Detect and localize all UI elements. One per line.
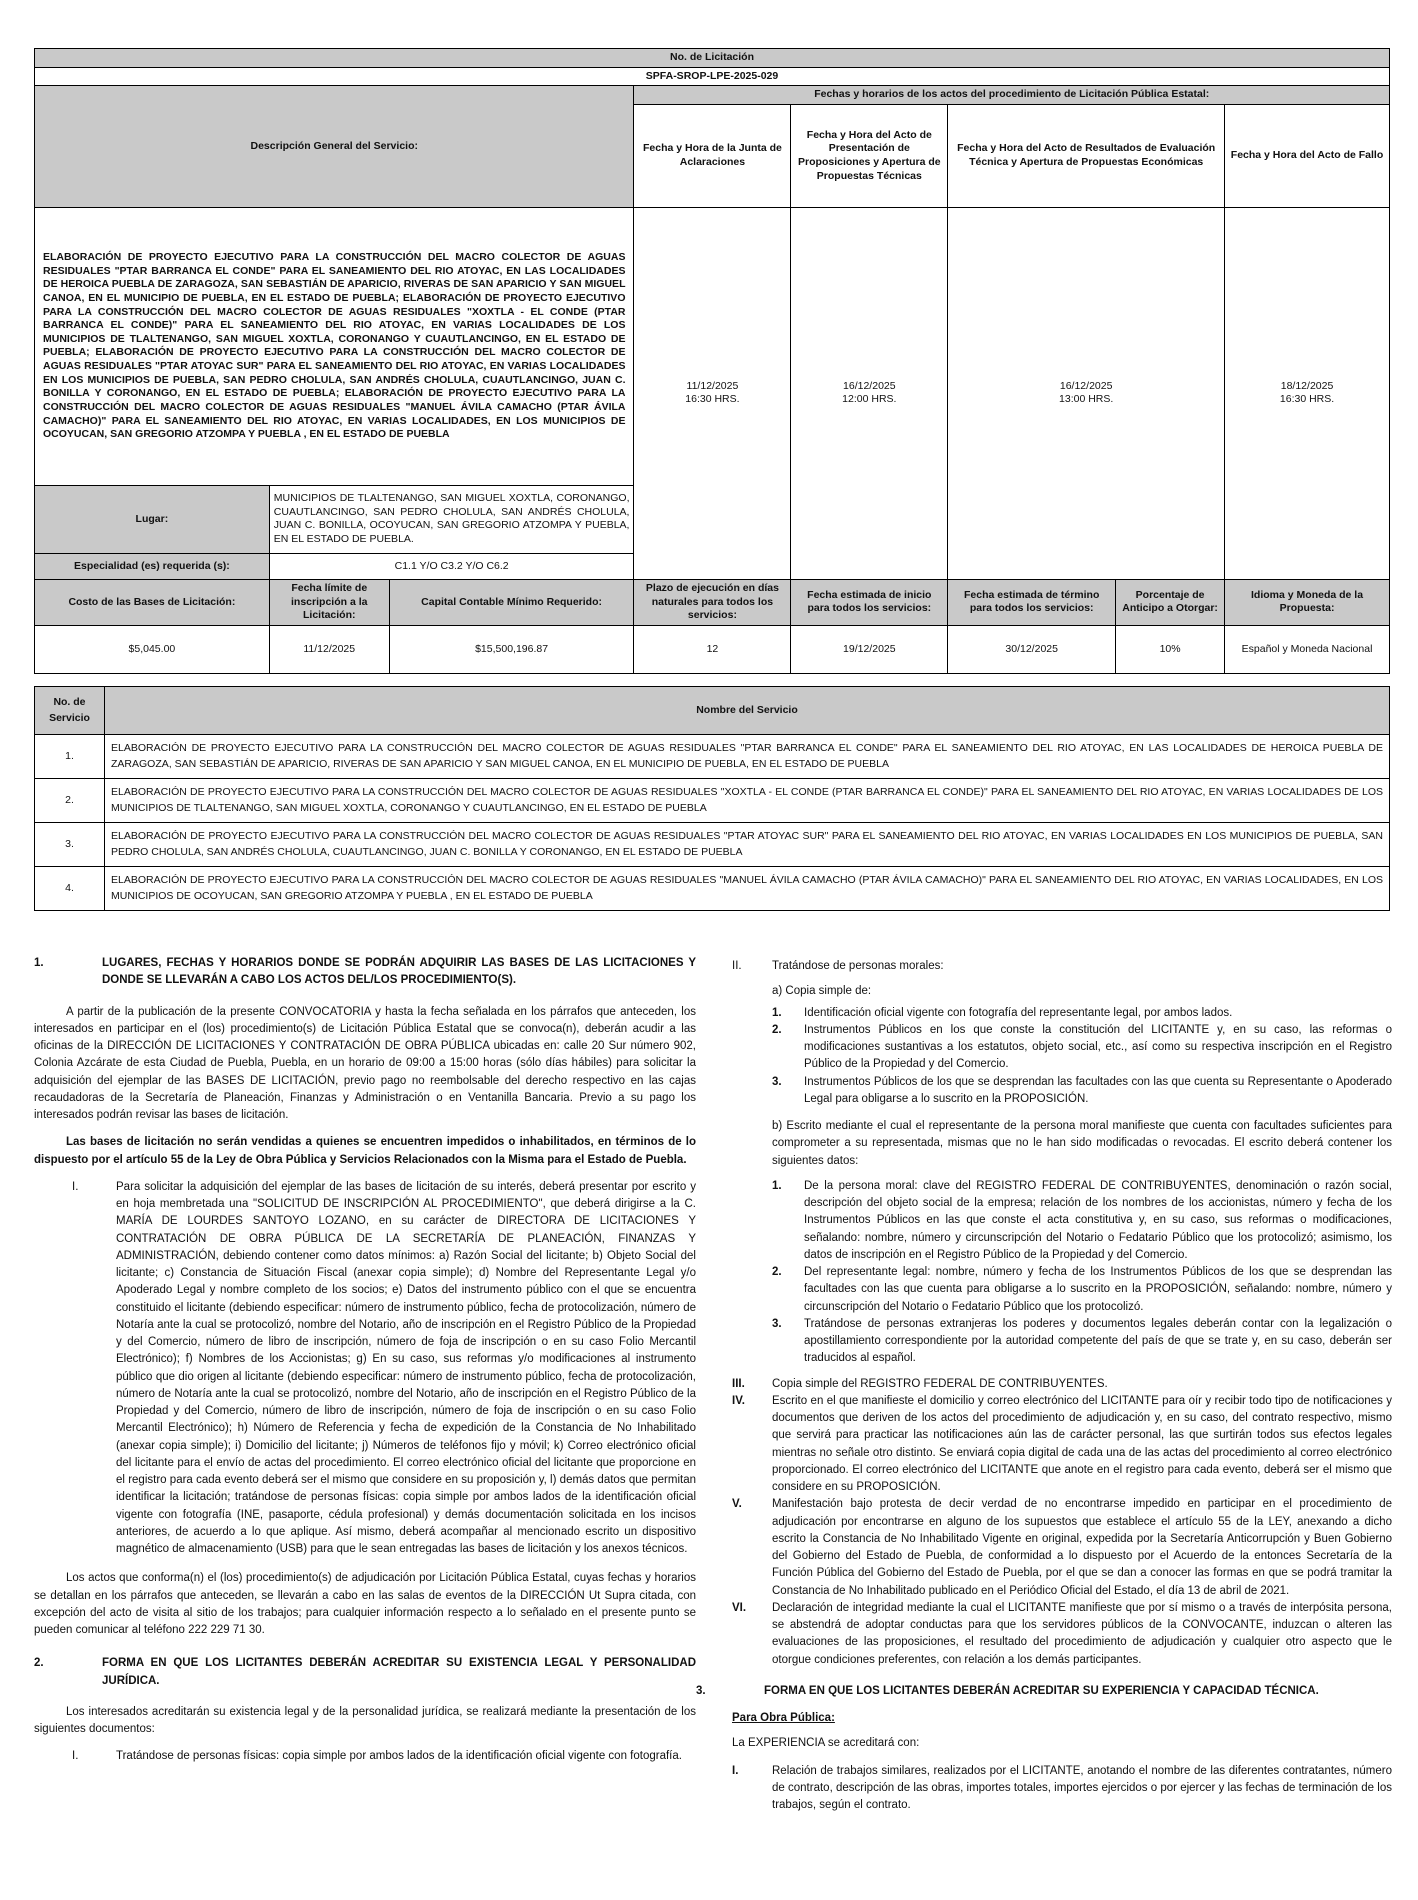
item-text: Tratándose de personas extranjeras los poderes y documentos legales deberán contar con la legalización o apostillamiento correspondiente por la autoridad competente del país de que se trate y, en su caso, deberán ser traducidos al español. (804, 1317, 1392, 1365)
service-no: 4. (35, 867, 105, 911)
table-row (35, 779, 1390, 823)
limite-label: Fecha límite de inscripción a la Licitación: (269, 579, 389, 625)
no-licitacion-label: No. de Licitación (35, 49, 1390, 68)
sub-heading: Para Obra Pública: (732, 1712, 835, 1724)
inicio-label: Fecha estimada de inicio para todos los servicios: (791, 579, 948, 625)
limite-value: 11/12/2025 (269, 625, 389, 673)
right-column (696, 958, 1392, 1814)
termino-label: Fecha estimada de término para todos los servicios: (948, 579, 1116, 625)
item-number: I. (732, 1764, 739, 1777)
table-row (35, 823, 1390, 867)
lugar-value: MUNICIPIOS DE TLALTENANGO, SAN MIGUEL XOXTLA, CORONANGO, CUAUTLANCINGO, SAN PEDRO CHOLULA, SAN ANDRÉS CHOLULA, JUAN C. BONILLA, OCOYUCAN, SAN GREGORIO ATZOMPA Y PUEBLA, EN EL ESTADO DE PUEBLA. (269, 485, 634, 553)
item-number: IV. (732, 1394, 746, 1407)
list-item (732, 1763, 1392, 1815)
item-number: III. (732, 1377, 745, 1390)
item-text: Identificación oficial vigente con fotografía del representante legal, por ambos lados. (804, 1006, 1233, 1019)
list-item (732, 958, 1392, 975)
presentacion-datetime (791, 207, 948, 579)
presentacion-fecha: 16/12/2025 (843, 379, 896, 392)
paragraph: La EXPERIENCIA se acreditará con: (732, 1737, 920, 1750)
resultados-fecha: 16/12/2025 (1059, 379, 1113, 392)
fallo-hora: 16:30 HRS. (1279, 393, 1335, 406)
junta-fecha: 11/12/2025 (686, 379, 739, 392)
item-number: 2. (772, 1023, 782, 1036)
section-number: 2. (34, 1657, 44, 1670)
col-junta-header: Fecha y Hora de la Junta de Aclaraciones (634, 104, 791, 207)
inicio-value: 19/12/2025 (791, 625, 948, 673)
list-item (732, 1178, 1392, 1264)
presentacion-hora: 12:00 HRS. (842, 393, 897, 406)
licitacion-table (34, 48, 1390, 674)
item-number: I. (72, 1180, 79, 1193)
table-row (35, 735, 1390, 779)
service-name: ELABORACIÓN DE PROYECTO EJECUTIVO PARA LA CONSTRUCCIÓN DEL MACRO COLECTOR DE AGUAS RESIDUALES "MANUEL ÁVILA CAMACHO (PTAR ÁVILA CAMACHO)" PARA EL SANEAMIENTO DEL RIO ATOYAC, EN VARIAS LOCALIDADES, EN LOS MUNICIPIOS DE OCOYUCAN, SAN GREGORIO ATZOMPA Y PUEBLA , EN EL ESTADO DE PUEBLA (104, 867, 1389, 911)
list-item (732, 1393, 1392, 1497)
idioma-label: Idioma y Moneda de la Propuesta: (1225, 579, 1390, 625)
costo-value: $5,045.00 (35, 625, 270, 673)
plazo-label: Plazo de ejecución en días naturales para todos los servicios: (634, 579, 791, 625)
service-no: 1. (35, 735, 105, 779)
section-1-heading (34, 955, 696, 990)
item-text: Declaración de integridad mediante la cual el LICITANTE manifieste que por sí mismo o a través de interpósita persona, se abstendrá de adoptar conductas para que los servidores públicos de la CONVOCANTE, induzcan o alteren las evaluaciones de las proposiciones, el resultado del procedimiento de adjudicación y cualquier otro aspecto que le otorgue condiciones preferentes, con relación a los demás participantes. (772, 1601, 1392, 1666)
item-number: VI. (732, 1601, 747, 1614)
paragraph: A partir de la publicación de la presente CONVOCATORIA y hasta la fecha señalada en los párrafos que anteceden, los interesados en participar en el (los) procedimiento(s) de Licitación Pública Estatal que se convoca(n), deberán acudir a las oficinas de la DIRECCIÓN DE LICITACIONES Y CONTRATACIÓN DE OBRA PÚBLICA ubicadas en: calle 20 Sur número 902, Colonia Azcárate de esta Ciudad de Puebla, Puebla, en un horario de 09:00 a 15:00 horas (sólo días hábiles) para solicitar la adquisición del ejemplar de las BASES DE LICITACIÓN, previo pago no reembolsable del derecho respectivo en las cajas recaudadoras de la Secretaría de Planeación, Finanzas y Administración o en Ventanilla Bancaria. Previo a su pago los interesados podrán revisar las bases de licitación. (34, 1005, 696, 1121)
service-name: ELABORACIÓN DE PROYECTO EJECUTIVO PARA LA CONSTRUCCIÓN DEL MACRO COLECTOR DE AGUAS RESIDUALES "PTAR BARRANCA EL CONDE" PARA EL SANEAMIENTO DEL RIO ATOYAC, EN LAS LOCALIDADES DE HEROICA PUEBLA DE ZARAGOZA, SAN SEBASTIÁN DE APARICIO, RIVERAS DE SAN APARICIO Y SAN MIGUEL CANOA, EN EL MUNICIPIO DE PUEBLA, EN EL ESTADO DE PUEBLA (104, 735, 1389, 779)
col-presentacion-header: Fecha y Hora del Acto de Presentación de Proposiciones y Apertura de Propuestas Técnicas (791, 104, 948, 207)
anticipo-value: 10% (1116, 625, 1225, 673)
section-number: 3. (696, 1684, 706, 1697)
termino-value: 30/12/2025 (948, 625, 1116, 673)
section-title: FORMA EN QUE LOS LICITANTES DEBERÁN ACREDITAR SU EXPERIENCIA Y CAPACIDAD TÉCNICA. (764, 1684, 1319, 1697)
lugar-label: Lugar: (35, 485, 270, 553)
list-item (732, 1005, 1392, 1022)
list-item (34, 1179, 696, 1559)
list-item (732, 1496, 1392, 1600)
item-text: Del representante legal: nombre, número y fecha de los Instrumentos Públicos de los que se desprendan las facultades con las que cuenta para obligarse a lo suscrito en la PROPOSICIÓN, señalando: nombre, número y circunscripción del Notario o Fedatario Público que los protocolizó. (804, 1266, 1392, 1313)
list-item (34, 1748, 696, 1765)
junta-hora: 16:30 HRS. (685, 393, 740, 406)
col-fallo-header: Fecha y Hora del Acto de Fallo (1225, 104, 1390, 207)
fechas-title: Fechas y horarios de los actos del procedimiento de Licitación Pública Estatal: (634, 86, 1390, 105)
descripcion-text: ELABORACIÓN DE PROYECTO EJECUTIVO PARA LA CONSTRUCCIÓN DEL MACRO COLECTOR DE AGUAS RESIDUALES "PTAR BARRANCA EL CONDE" PARA EL SANEAMIENTO DEL RIO ATOYAC, EN LAS LOCALIDADES DE HEROICA PUEBLA DE ZARAGOZA, SAN SEBASTIÁN DE APARICIO, RIVERAS DE SAN APARICIO Y SAN MIGUEL CANOA, EN EL MUNICIPIO DE PUEBLA, EN EL ESTADO DE PUEBLA; ELABORACIÓN DE PROYECTO EJECUTIVO PARA LA CONSTRUCCIÓN DEL MACRO COLECTOR DE AGUAS RESIDUALES "XOXTLA - EL CONDE (PTAR BARRANCA EL CONDE)" PARA EL SANEAMIENTO DEL RIO ATOYAC, EN VARIAS LOCALIDADES DE LOS MUNICIPIOS DE TLALTENANGO, SAN MIGUEL XOXTLA, CORONANGO Y CUAUTLANCINGO, EN EL ESTADO DE PUEBLA; ELABORACIÓN DE PROYECTO EJECUTIVO PARA LA CONSTRUCCIÓN DEL MACRO COLECTOR DE AGUAS RESIDUALES "PTAR ATOYAC SUR" PARA EL SANEAMIENTO DEL RIO ATOYAC, EN VARIAS LOCALIDADES EN LOS MUNICIPIOS DE PUEBLA, SAN PEDRO CHOLULA, SAN ANDRÉS CHOLULA, CUAUTLANCINGO, JUAN C. BONILLA Y CORONANGO, EN EL ESTADO DE PUEBLA; ELABORACIÓN DE PROYECTO EJECUTIVO PARA LA CONSTRUCCIÓN DEL MACRO COLECTOR DE AGUAS RESIDUALES "MANUEL ÁVILA CAMACHO (PTAR ÁVILA CAMACHO)" PARA EL SANEAMIENTO DEL RIO ATOYAC, EN VARIAS LOCALIDADES, EN LOS MUNICIPIOS DE OCOYUCAN, SAN GREGORIO ATZOMPA Y PUEBLA , EN EL ESTADO DE PUEBLA (35, 207, 634, 485)
sub-heading: a) Copia simple de: (772, 985, 872, 998)
col-nombre-header: Nombre del Servicio (104, 687, 1389, 735)
list-item (732, 1600, 1392, 1669)
resultados-datetime (948, 207, 1225, 579)
item-text: Copia simple del REGISTRO FEDERAL DE CONTRIBUYENTES. (772, 1377, 1108, 1390)
paragraph: Los actos que conforma(n) el (los) procedimiento(s) de adjudicación por Licitación Pública Estatal, cuyas fechas y horarios se detallan en los párrafos que anteceden, se llevarán a cabo en las salas de eventos de la DIRECCIÓN Ut Supra citada, con excepción del acto de visita al sitio de los trabajos; para cualquier información respecto a lo señalado en el presente punto se pueden comunicar al teléfono 222 229 71 30. (34, 1572, 696, 1636)
item-number: 1. (772, 1006, 782, 1019)
item-text: De la persona moral: clave del REGISTRO FEDERAL DE CONTRIBUYENTES, denominación o razón social, descripción del objeto social de la empresa; relación de los nombres de los accionistas, número y fecha de los Instrumentos Públicos en las que conste el acta constitutiva y, en su caso, sus reformas o modificaciones, señalando: nombre, número y circunscripción del Notario o Fedatario Público que los protocolizó; asimismo, los datos de inscripción en el Registro Público de la Propiedad y del Comercio. (804, 1179, 1392, 1261)
services-table (34, 686, 1390, 911)
section-number: 1. (34, 957, 44, 969)
section-title: LUGARES, FECHAS Y HORARIOS DONDE SE PODRÁN ADQUIRIR LAS BASES DE LAS LICITACIONES Y DONDE SE LLEVARÁN A CABO LOS ACTOS DEL/LOS PROCEDIMIENTO(S). (102, 957, 696, 987)
service-no: 2. (35, 779, 105, 823)
col-no-header: No. de Servicio (35, 687, 105, 735)
list-item (732, 1022, 1392, 1074)
item-number: V. (732, 1498, 742, 1511)
list-item (732, 1074, 1392, 1109)
section-3-heading (696, 1683, 1392, 1700)
especialidad-value: C1.1 Y/O C3.2 Y/O C6.2 (269, 553, 634, 579)
paragraph-bold: Las bases de licitación no serán vendidas a quienes se encuentren impedidos o inhabilitados, en términos de lo dispuesto por el artículo 55 de la Ley de Obra Pública y Servicios Relacionados con la Misma para el Estado de Puebla. (34, 1136, 696, 1166)
item-text: Relación de trabajos similares, realizados por el LICITANTE, anotando el nombre de las diferentes contratantes, número de contrato, descripción de las obras, importes totales, importes ejercidos o por ejercer y las fechas de terminación de los trabajos, según el contrato. (772, 1764, 1392, 1811)
item-text: Para solicitar la adquisición del ejemplar de las bases de licitación de su interés, deberá presentar por escrito y en hoja membretada una "SOLICITUD DE INSCRIPCIÓN AL PROCEDIMIENTO", que deberá dirigirse a la C. MARÍA DE LOURDES SANTOYO LOZANO, en su carácter de DIRECTORA DE LICITACIONES Y CONTRATACIÓN DE OBRA PÚBLICA DE LA SECRETARÍA DE PLANEACIÓN, FINANZAS Y ADMINISTRACIÓN, debiendo contener como datos mínimos: a) Razón Social del licitante; b) Objeto Social del licitante; c) Constancia de Situación Fiscal (anexar copia simple); d) Nombre del Representante Legal y/o Apoderado Legal y nombre completo de los socios; e) Datos del instrumento público con el que se encuentra constituido el licitante (debiendo especificar: número de instrumento público, fecha de protocolización, número de Notaría ante la cual se protocolizó, nombre del Notario, año de inscripción en el Registro Público de la Propiedad y del Comercio, número de libro de inscripción, número de foja de inscripción o en su caso Folio Mercantil Electrónico); f) Nombres de los Accionistas; g) En su caso, sus reformas y/o modificaciones al instrumento público que dio origen al licitante (debiendo especificar: número de instrumento público, fecha de protocolización, número de Notaría ante la cual se protocolizó, nombre del Notario, año de inscripción en el Registro Público de la Propiedad y del Comercio, número de libro de inscripción, número de foja de inscripción o en su caso Folio Mercantil Electrónico); h) Número de Referencia y fecha de expedición de la Constancia de No Inhabilitado (anexar copia simple); i) Domicilio del licitante; j) Números de teléfonos fijo y móvil; k) Correo electrónico oficial del licitante para el envío de actas del procedimiento. El correo electrónico oficial del licitante que proporcione en el registro para cada evento deberá ser el mismo que considere en su proposición y, l) demás datos que permitan identificar la licitación; tratándose de personas físicas: copia simple por ambos lados de la identificación oficial vigente con fotografía (INE, pasaporte, cédula profesional) y demás documentación solicitada en los incisos anteriores, de acuerdo a lo que aplique. Así mismo, deberá acompañar al mencionado escrito un dispositivo magnético de almacenamiento (USB) para que le sean entregadas las bases de licitación y los anexos técnicos. (116, 1180, 696, 1555)
section-title: FORMA EN QUE LOS LICITANTES DEBERÁN ACREDITAR SU EXISTENCIA LEGAL Y PERSONALIDAD JURÍDICA. (102, 1657, 696, 1687)
item-text: Instrumentos Públicos de los que se desprendan las facultades con las que cuenta su Representante o Apoderado Legal para obligarse a lo suscrito en la PROPOSICIÓN. (804, 1075, 1392, 1105)
item-number: I. (72, 1750, 79, 1763)
item-text: Tratándose de personas físicas: copia simple por ambos lados de la identificación oficial vigente con fotografía. (116, 1750, 682, 1763)
resultados-hora: 13:00 HRS. (1059, 393, 1114, 406)
item-number: II. (732, 960, 742, 972)
table-row (35, 867, 1390, 911)
no-licitacion-value: SPFA-SROP-LPE-2025-029 (35, 67, 1390, 86)
especialidad-label: Especialidad (es) requerida (s): (35, 553, 270, 579)
col-resultados-header: Fecha y Hora del Acto de Resultados de Evaluación Técnica y Apertura de Propuestas Económicas (948, 104, 1225, 207)
list-item (732, 1316, 1392, 1368)
capital-value: $15,500,196.87 (389, 625, 634, 673)
service-name: ELABORACIÓN DE PROYECTO EJECUTIVO PARA LA CONSTRUCCIÓN DEL MACRO COLECTOR DE AGUAS RESIDUALES "PTAR ATOYAC SUR" PARA EL SANEAMIENTO DEL RIO ATOYAC, EN VARIAS LOCALIDADES EN LOS MUNICIPIOS DE PUEBLA, SAN PEDRO CHOLULA, SAN ANDRÉS CHOLULA, CUAUTLANCINGO, JUAN C. BONILLA Y CORONANGO, EN EL ESTADO DE PUEBLA (104, 823, 1389, 867)
service-name: ELABORACIÓN DE PROYECTO EJECUTIVO PARA LA CONSTRUCCIÓN DEL MACRO COLECTOR DE AGUAS RESIDUALES "XOXTLA - EL CONDE (PTAR BARRANCA EL CONDE)" PARA EL SANEAMIENTO DEL RIO ATOYAC, EN VARIAS LOCALIDADES DE LOS MUNICIPIOS DE TLALTENANGO, SAN MIGUEL XOXTLA, CORONANGO Y CUAUTLANCINGO, EN EL ESTADO DE PUEBLA (104, 779, 1389, 823)
list-item (732, 1376, 1392, 1393)
paragraph: Los interesados acreditarán su existencia legal y de la personalidad jurídica, se realizará mediante la presentación de los siguientes documentos: (34, 1705, 696, 1735)
item-text: Tratándose de personas morales: (772, 960, 944, 972)
descripcion-label: Descripción General del Servicio: (35, 86, 634, 208)
list-item (732, 1264, 1392, 1316)
item-text: Instrumentos Públicos en los que conste la constitución del LICITANTE y, en su caso, las reformas o modificaciones sustantivas a los estatutos, objeto social, etc., así como su respectiva inscripción en el Registro Público de la Propiedad y del Comercio. (804, 1023, 1392, 1071)
item-number: 3. (772, 1317, 782, 1330)
item-number: 2. (772, 1266, 782, 1278)
junta-datetime (634, 207, 791, 579)
idioma-value: Español y Moneda Nacional (1225, 625, 1390, 673)
fallo-datetime (1225, 207, 1390, 579)
fallo-fecha: 18/12/2025 (1280, 379, 1334, 392)
service-no: 3. (35, 823, 105, 867)
item-text: Manifestación bajo protesta de decir verdad de no encontrarse impedido en participar en el procedimiento de adjudicación por encontrarse en alguno de los supuestos que establece el artículo 55 de la LEY, anexando a dicho escrito la Constancia de No Inhabilitado Vigente en original, expedida por la Secretaría Anticorrupción y Buen Gobierno del Gobierno del Estado de Puebla, de conformidad a lo dispuesto por el Acuerdo de la entonces Secretaría de la Función Pública del Gobierno del Estado de Puebla, por el que se dan a conocer las formas en que se podrá tramitar la Constancia de No Inhabilitado publicado en el Periódico Oficial del Estado, el día 13 de abril de 2021. (772, 1498, 1392, 1597)
capital-label: Capital Contable Mínimo Requerido: (389, 579, 634, 625)
left-column (34, 955, 696, 1766)
plazo-value: 12 (634, 625, 791, 673)
section-2-heading (34, 1655, 696, 1690)
item-number: 3. (772, 1075, 782, 1088)
anticipo-label: Porcentaje de Anticipo a Otorgar: (1116, 579, 1225, 625)
item-number: 1. (772, 1179, 782, 1192)
item-text: Escrito en el que manifieste el domicilio y correo electrónico del LICITANTE para oír y recibir todo tipo de notificaciones y documentos que deriven de los actos del procedimiento de adjudicación y, en su caso, del contrato respectivo, mismo que servirá para practicar las notificaciones aún las de carácter personal, las que surtirán todos sus efectos legales mientras no señale otro distinto. Se enviará copia digital de cada una de las actas del procedimiento al correo electrónico proporcionado. El correo electrónico del LICITANTE que anote en el registro para cada evento, deberá ser el mismo que considere en su PROPOSICIÓN. (772, 1394, 1392, 1493)
costo-label: Costo de las Bases de Licitación: (35, 579, 270, 625)
sub-paragraph: b) Escrito mediante el cual el representante de la persona moral manifieste que cuenta con facultades suficientes para comprometer a su representada, mismas que no le han sido modificadas o revocadas. El escrito deberá contener los siguientes datos: (772, 1120, 1392, 1167)
